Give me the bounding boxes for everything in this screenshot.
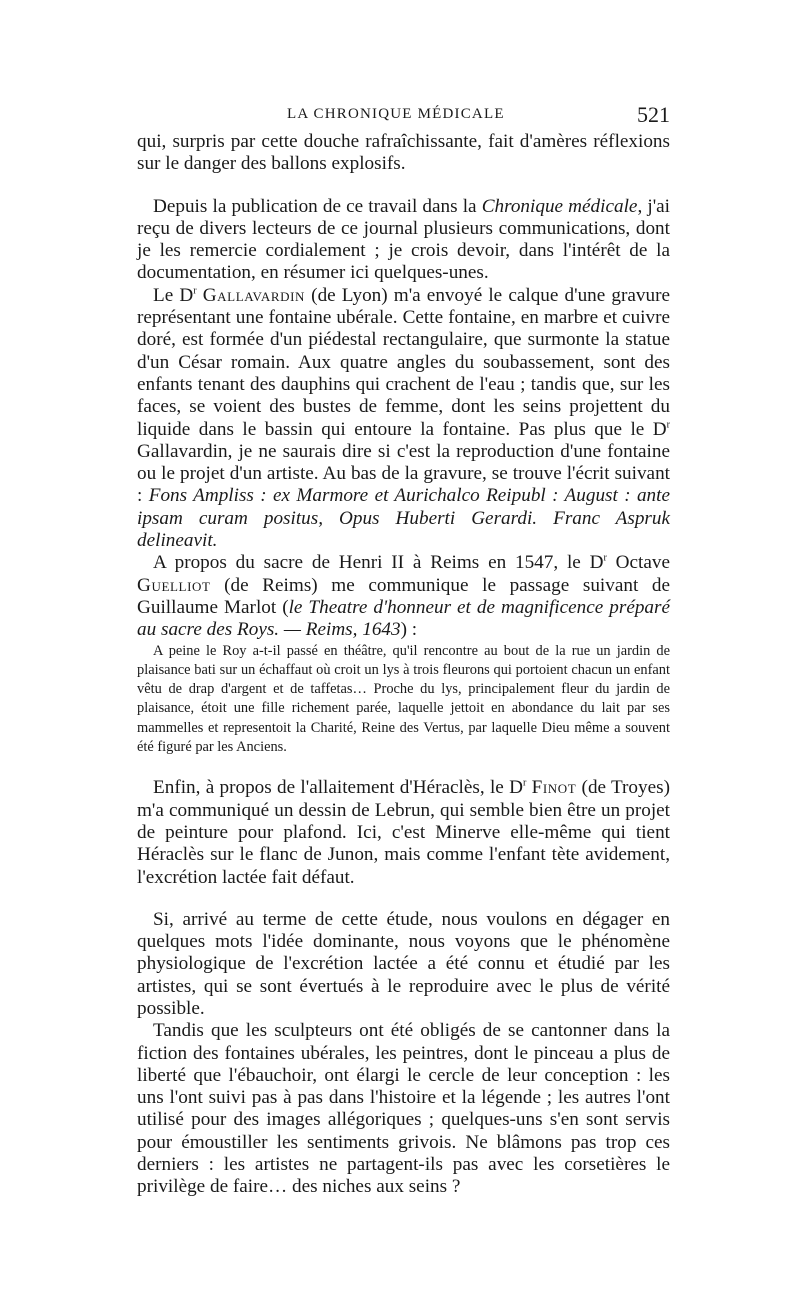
journal-title: Chronique médicale (481, 195, 638, 217)
paragraph-continuation (137, 131, 670, 176)
doctor-abbrev-sup: r (603, 552, 607, 564)
doctor-abbrev-sup: r (666, 419, 670, 431)
running-title: LA CHRONIQUE MÉDICALE (287, 106, 505, 122)
page-header (137, 102, 670, 132)
paragraph-guelliot (137, 552, 670, 641)
paragraph-text: Enfin, à propos de l'allaitement d'Héraclès, le D (153, 777, 523, 799)
paragraph-text: Le D (153, 284, 194, 306)
paragraph-text: Gallavardin, je ne saurais dire si c'est la reproduction d'une fontaine ou le projet d'un artiste. Au bas de la gravure, se trouve l'écrit suivant : (137, 440, 670, 507)
person-name: Gallavardin (202, 284, 306, 306)
paragraph-final: Tandis que les sculpteurs ont été obligés de se cantonner dans la fiction des fontaines ubérales, les peintres, dont le pinceau a plus de liberté que l'ébauchoir, ont élargi le cercle de leur conception : les uns l'ont suivi pas à pas dans l'histoire et la légende ; les autres l'ont utilisé pour des images allégoriques ; quelques-uns s'en sont servis pour émoustiller les sentiments grivois. Ne blâmons pas trop ces derniers : les artistes ne partagent-ils pas avec les corsetières le privilège de faire… des niches aux seins ? (137, 1020, 670, 1198)
paragraph-publication (137, 196, 670, 285)
paragraph-text: (de Troyes) m'a communiqué un dessin de Lebrun, qui semble bien être un projet de peinture pour plafond. Ici, c'est Minerve elle-même qui tient Héraclès sur le flanc de Junon, mais comme l'enfant tète avidement, l'excrétion lactée fait défaut. (137, 777, 670, 888)
person-name: Guelliot (137, 574, 211, 596)
paragraph-text: , j'ai reçu de divers lecteurs de ce journal plusieurs communications, dont je les remercie cordialement ; je crois devoir, dans l'intérêt de la documentation, en résumer ici quelques-unes. (137, 195, 670, 284)
paragraph-text: Depuis la publication de ce travail dans la (153, 195, 482, 217)
paragraph-text: qui, surpris par cette douche rafraîchissante, fait d'amères réflexions sur le danger des ballons explosifs. (137, 131, 670, 175)
doctor-abbrev-sup: r (193, 285, 197, 297)
paragraph-text: Octave (606, 552, 670, 574)
page-number: 521 (637, 102, 670, 127)
book-title: le Theatre d'honneur et de magnificence préparé au sacre des Roys. — Reims, 1643 (137, 596, 671, 641)
paragraph-text: (de Reims) me communique le passage suivant de Guillaume Marlot ( (137, 574, 670, 618)
paragraph-text: (de Lyon) m'a envoyé le calque d'une gravure représentant une fontaine ubérale. Cette fontaine, en marbre et cuivre doré, est formée d'un piédestal rectangulaire, que surmonte la statue d'un César romain. Aux quatre angles du soubassement, sont des enfants tenant des dauphins qui crachent de l'eau ; tandis que, sur les faces, se voient des bustes de femme, dont les seins projettent du liquide dans le bassin qui entoure la fontaine. Pas plus que le D (137, 284, 671, 440)
paragraph-gallavardin (137, 285, 670, 553)
body-text (137, 131, 670, 1199)
person-name: Finot (531, 777, 577, 799)
block-quote: A peine le Roy a-t-il passé en théâtre, qu'il rencontre au bout de la rue un jardin de plaisance bati sur un échaffaut où croit un lys à trois fleurons qui portoient chacun un enfant vêtu de drap d'argent et de taffetas… Proche du lys, principalement fleur du jardin de plaisance, étoit une fille richement parée, laquelle jettoit en abondance du lait par ses mammelles et representoit la Charité, Reine des Vertus, par laquelle Dieu même a souvent été figuré par les Anciens. (137, 642, 670, 756)
doctor-abbrev-sup: r (522, 777, 527, 789)
inscription-text: Fons Ampliss : ex Marmore et Aurichalco Reipubl : August : ante ipsam curam positus, Opus Huberti Gerardi. Franc Aspruk delineavit. (137, 485, 671, 552)
paragraph-finot (137, 777, 670, 888)
paragraph-text: A propos du sacre de Henri II à Reims en 1547, le D (153, 552, 604, 574)
paragraph-text: ) : (400, 619, 418, 641)
paragraph-conclusion: Si, arrivé au terme de cette étude, nous voulons en dégager en quelques mots l'idée dominante, nous voyons que le phénomène physiologique de l'excrétion lactée a été connu et étudié par les artistes, qui se sont évertués à le reproduire avec le plus de vérité possible. (137, 908, 670, 1019)
